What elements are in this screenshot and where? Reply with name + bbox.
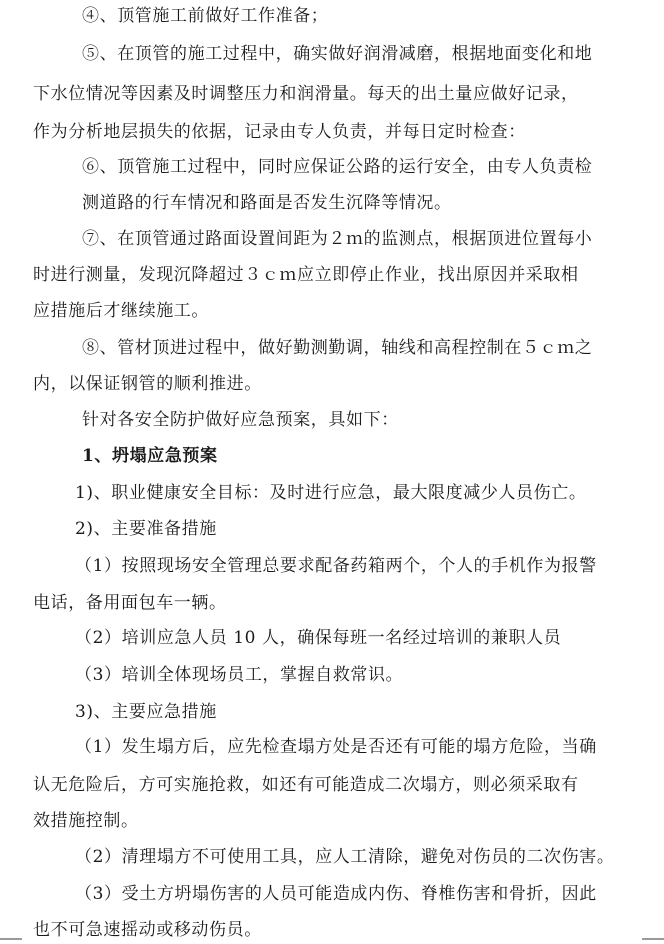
text-line-8: 时进行测量，发现沉降超过３ｃｍ应立即停止作业，找出原因并采取相	[33, 265, 579, 285]
text-line-18: （2）培训应急人员 10 人，确保每班一名经过培训的兼职人员	[75, 628, 562, 648]
text-line-11: 内，以保证钢管的顺利推进。	[33, 374, 262, 394]
text-line-19: （3）培训全体现场员工，掌握自救常识。	[75, 665, 404, 685]
text-line-2: ⑤、在顶管的施工过程中，确实做好润滑减磨，根据地面变化和地	[82, 44, 593, 64]
text-line-15: 2)、主要准备措施	[75, 519, 217, 539]
text-line-21: （1）发生塌方后，应先检查塌方处是否还有可能的塌方危险，当确	[75, 737, 597, 757]
text-line-12: 针对各安全防护做好应急预案，具如下：	[82, 410, 399, 430]
text-line-4: 作为分析地层损失的依据，记录由专人负责，并每日定时检查：	[33, 122, 526, 142]
text-line-25: （3）受土方坍塌伤害的人员可能造成内伤、脊椎伤害和骨折，因此	[75, 884, 597, 904]
page-corner-mark-left	[0, 938, 22, 940]
text-line-22: 认无危险后，方可实施抢救，如还有可能造成二次塌方，则必须采取有	[33, 775, 579, 795]
text-line-1: ④、顶管施工前做好工作准备；	[82, 6, 329, 26]
text-line-23: 效措施控制。	[33, 811, 139, 831]
text-line-17: 电话，备用面包车一辆。	[33, 593, 227, 613]
text-line-3: 下水位情况等因素及时调整压力和润滑量。每天的出土量应做好记录，	[33, 84, 579, 104]
text-line-24: （2）清理塌方不可使用工具，应人工清除，避免对伤员的二次伤害。	[75, 847, 615, 867]
text-line-26: 也不可急速摇动或移动伤员。	[33, 920, 262, 940]
text-line-7: ⑦、在顶管通过路面设置间距为２ｍ的监测点，根据顶进位置每小	[82, 229, 593, 249]
text-line-9: 应措施后才继续施工。	[33, 301, 209, 321]
page-corner-mark-right	[642, 938, 664, 940]
text-line-14: 1)、职业健康安全目标：及时进行应急，最大限度减少人员伤亡。	[75, 483, 587, 503]
text-line-10: ⑧、管材顶进过程中，做好勤测勤调，轴线和高程控制在５ｃｍ之	[82, 338, 593, 358]
text-line-5: ⑥、顶管施工过程中，同时应保证公路的运行安全，由专人负责检	[82, 157, 593, 177]
text-line-20: 3)、主要应急措施	[75, 702, 217, 722]
text-line-6: 测道路的行车情况和路面是否发生沉降等情况。	[82, 193, 452, 213]
section-heading: 1、坍塌应急预案	[82, 446, 218, 466]
text-line-16: （1）按照现场安全管理总要求配备药箱两个，个人的手机作为报警	[75, 556, 597, 576]
